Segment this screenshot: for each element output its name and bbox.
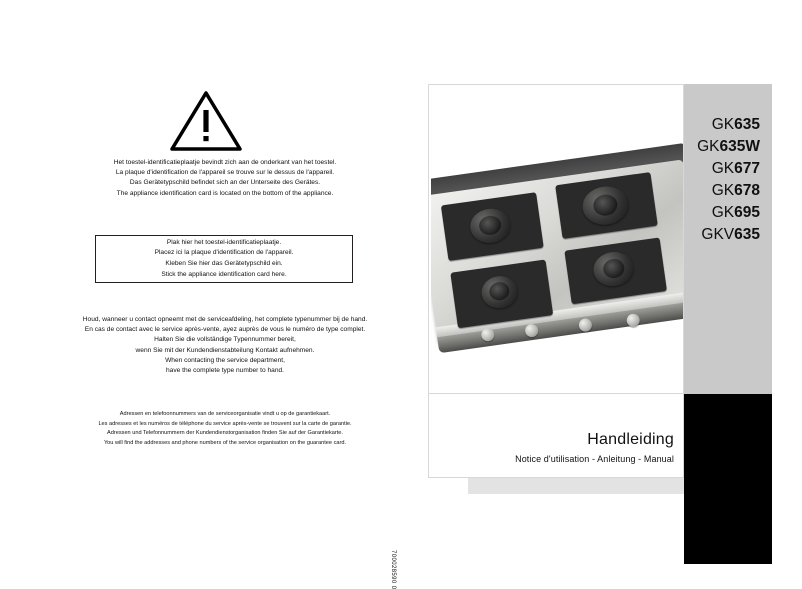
identification-line-nl: Het toestel-identificatieplaatje bevindt zich aan de onderkant van het toestel. xyxy=(113,159,337,166)
addresses-note xyxy=(40,410,410,448)
identification-line-de: Das Gerätetypschild befindet sich an der Unterseite des Gerätes. xyxy=(129,179,321,187)
document-subtitle: Notice d'utilisation - Anleitung - Manual xyxy=(515,454,674,464)
warning-triangle-icon xyxy=(170,90,242,152)
cover-panel xyxy=(428,84,772,478)
addresses-line-nl: Adressen en telefoonnummers van de serviceorganisatie vindt u op de garantiekaart. xyxy=(119,411,331,417)
sticker-line-de: Kleben Sie hier das Gerätetypschild ein. xyxy=(165,260,283,267)
service-line-en-1: When contacting the service department, xyxy=(165,356,285,364)
model-number-list xyxy=(590,114,760,246)
identification-plate-note xyxy=(40,158,410,199)
model-item-2: GK677 xyxy=(711,160,760,177)
model-item-4: GK695 xyxy=(711,204,760,221)
addresses-line-fr: Les adresses et les numéros de téléphone du service après-vente se trouvent sur la carte de garantie. xyxy=(98,420,352,427)
addresses-line-de: Adressen und Telefonnummern der Kundendienstorganisation finden Sie auf der Garantiekarte. xyxy=(107,430,343,436)
sticker-line-nl: Plak hier het toestel-identificatieplaatje. xyxy=(166,238,282,246)
identification-line-fr: La plaque d'identification de l'appareil se trouve sur le dessus de l'appareil. xyxy=(115,169,335,177)
model-item-5: GKV635 xyxy=(701,226,760,243)
addresses-line-en: You will find the addresses and phone numbers of the service organisation on the guarantee card. xyxy=(103,439,347,446)
model-item-0: GK635 xyxy=(711,116,760,133)
service-line-fr: En cas de contact avec le service après-vente, ayez auprès de vous le numéro de type complet. xyxy=(84,326,366,334)
bottom-grey-bar xyxy=(468,478,684,494)
document-code: 700028590 0 xyxy=(390,550,396,589)
service-line-nl: Houd, wanneer u contact opneemt met de serviceafdeling, het complete typenummer bij de hand. xyxy=(82,316,368,323)
service-line-de-1: Halten Sie die vollständige Typennummer bereit, xyxy=(154,336,296,344)
cover-title-area xyxy=(428,394,684,478)
document-title: Handleiding xyxy=(587,431,674,448)
service-line-de-2: wenn Sie mit der Kundendienstabteilung Kontakt aufnehmen. xyxy=(135,346,315,354)
identification-line-en: The appliance identification card is located on the bottom of the appliance. xyxy=(116,189,334,197)
left-information-panel xyxy=(30,60,420,589)
sticker-line-fr: Placez ici la plaque d'identification de l'appareil. xyxy=(154,249,294,257)
service-contact-note xyxy=(30,315,420,376)
sticker-line-en: Stick the appliance identification card here. xyxy=(161,270,287,278)
model-item-1: GK635W xyxy=(697,138,760,155)
sticker-placement-box xyxy=(95,235,353,283)
service-line-en-2: have the complete type number to hand. xyxy=(165,367,285,375)
black-accent-block xyxy=(684,394,772,564)
model-item-3: GK678 xyxy=(711,182,760,199)
